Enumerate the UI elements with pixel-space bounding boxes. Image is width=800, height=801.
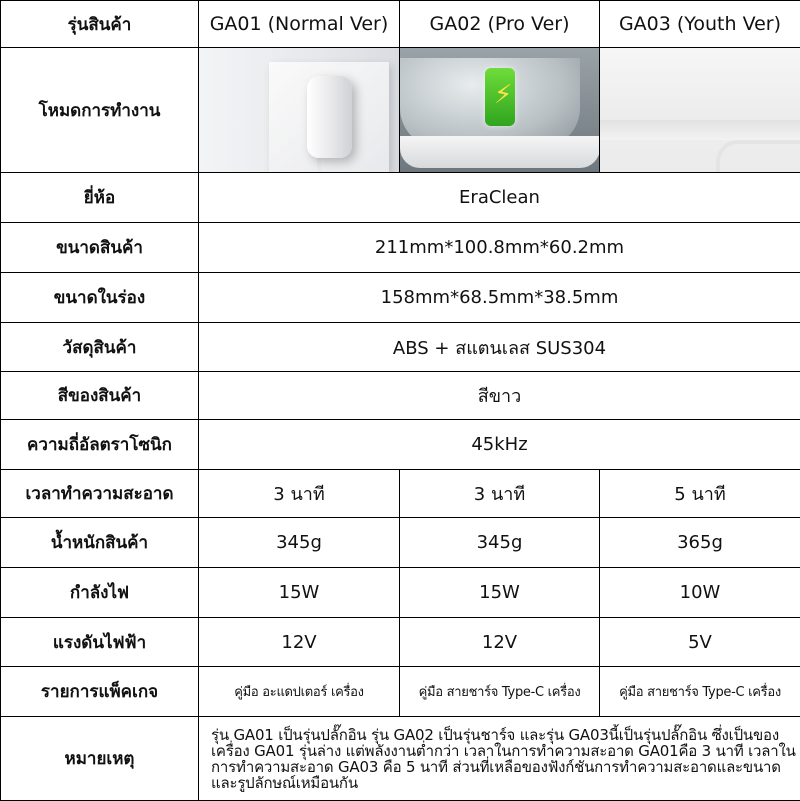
color-label: สีของสินค้า <box>1 372 199 420</box>
power-ga03: 10W <box>600 568 800 618</box>
remark-value: รุ่น GA01 เป็นรุ่นปลั๊กอิน รุ่น GA02 เป็นรุ่นชาร์จ และรุ่น GA03นี้เป็นรุ่นปลั๊กอิน ซึ่งเป็นของเครื่อง GA01 รุ่นล่าง แต่พลังงานต่ำกว่า เวลาในการทำความสะอาด GA01คือ 3 นาที เวลาในการทำความสะอาด GA03 คือ 5 นาที ส่วนที่เหลือของฟังก์ชันการทำความสะอาดและขนาดและรูปลักษณ์เหมือนกัน <box>199 717 800 801</box>
ga03-image <box>600 48 800 173</box>
row-weight <box>1 518 800 568</box>
package-label: รายการแพ็คเกจ <box>1 667 199 717</box>
row-frequency <box>1 420 800 470</box>
weight-ga03: 365g <box>600 518 800 568</box>
row-slot <box>1 273 800 323</box>
slot-value: 158mm*68.5mm*38.5mm <box>199 273 800 323</box>
voltage-ga01: 12V <box>199 618 400 667</box>
row-power <box>1 568 800 618</box>
cleaning-time-label: เวลาทำความสะอาด <box>1 470 199 518</box>
weight-label: น้ำหนักสินค้า <box>1 518 199 568</box>
col-ga03: GA03 (Youth Ver) <box>600 1 800 48</box>
row-cleaning-time <box>1 470 800 518</box>
power-label: กำลังไฟ <box>1 568 199 618</box>
row-brand <box>1 173 800 223</box>
slot-label: ขนาดในร่อง <box>1 273 199 323</box>
row-package <box>1 667 800 717</box>
material-label: วัสดุสินค้า <box>1 323 199 372</box>
frequency-value: 45kHz <box>199 420 800 470</box>
cleaning-time-ga03: 5 นาที <box>600 470 800 518</box>
row-mode <box>1 48 800 173</box>
voltage-ga03: 5V <box>600 618 800 667</box>
col-ga02: GA02 (Pro Ver) <box>400 1 600 48</box>
ga01-image <box>199 48 400 173</box>
package-ga02: คู่มือ สายชาร์จ Type-C เครื่อง <box>400 667 600 717</box>
col-ga01: GA01 (Normal Ver) <box>199 1 400 48</box>
color-value: สีขาว <box>199 372 800 420</box>
row-color <box>1 372 800 420</box>
package-ga01: คู่มือ อะแดปเตอร์ เครื่อง <box>199 667 400 717</box>
voltage-label: แรงดันไฟฟ้า <box>1 618 199 667</box>
header-row <box>1 1 800 48</box>
cleaning-time-ga02: 3 นาที <box>400 470 600 518</box>
row-material <box>1 323 800 372</box>
brand-value: EraClean <box>199 173 800 223</box>
cleaning-time-ga01: 3 นาที <box>199 470 400 518</box>
remark-label: หมายเหตุ <box>1 717 199 801</box>
size-label: ขนาดสินค้า <box>1 223 199 273</box>
voltage-ga02: 12V <box>400 618 600 667</box>
brand-label: ยี่ห้อ <box>1 173 199 223</box>
power-ga02: 15W <box>400 568 600 618</box>
weight-ga02: 345g <box>400 518 600 568</box>
size-value: 211mm*100.8mm*60.2mm <box>199 223 800 273</box>
power-ga01: 15W <box>199 568 400 618</box>
row-size <box>1 223 800 273</box>
frequency-label: ความถี่อัลตราโซนิก <box>1 420 199 470</box>
material-value: ABS + สแตนเลส SUS304 <box>199 323 800 372</box>
row-voltage <box>1 618 800 667</box>
package-ga03: คู่มือ สายชาร์จ Type-C เครื่อง <box>600 667 800 717</box>
model-label: รุ่นสินค้า <box>1 1 199 48</box>
row-remark <box>1 717 800 801</box>
weight-ga01: 345g <box>199 518 400 568</box>
ga02-image: ⚡ <box>400 48 600 173</box>
mode-label: โหมดการทำงาน <box>1 48 199 173</box>
